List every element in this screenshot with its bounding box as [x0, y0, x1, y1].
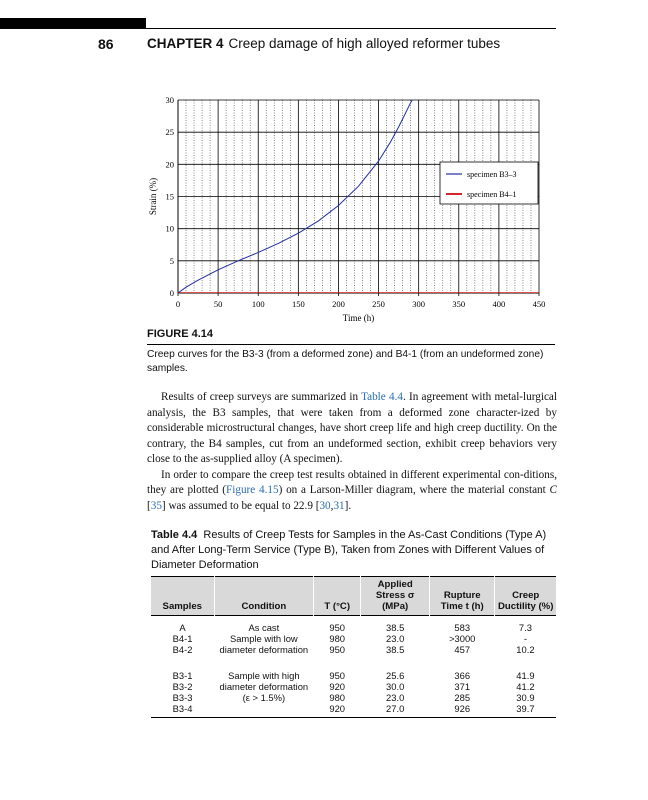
creep-chart — [135, 90, 555, 330]
table-row — [151, 616, 556, 634]
cell-stress: 23.0 — [386, 692, 405, 703]
ref-link-35[interactable]: 35 — [150, 499, 162, 512]
y-tick-label: 30 — [165, 95, 174, 105]
cell-ductility: 41.2 — [516, 681, 535, 692]
p1-text-a: Results of creep surveys are summarized in — [161, 391, 362, 403]
cell-stress: 23.0 — [386, 633, 405, 644]
table-header-row — [151, 577, 556, 616]
header-rule — [146, 28, 556, 29]
results-table-wrap — [151, 576, 556, 718]
x-tick-label: 100 — [251, 299, 265, 309]
y-tick-label: 20 — [165, 159, 174, 170]
paragraph-2 — [147, 468, 557, 515]
y-tick-label: 5 — [169, 255, 174, 266]
cell-temp: 950 — [329, 622, 346, 633]
paragraph-1 — [147, 390, 557, 468]
y-tick-label: 10 — [165, 223, 174, 234]
x-axis-label: Time (h) — [342, 313, 375, 323]
running-head — [147, 36, 500, 51]
cell-ductility: 10.2 — [516, 644, 535, 655]
x-tick-label: 400 — [492, 299, 506, 309]
y-tick-label: 25 — [165, 127, 174, 138]
p2-text-f: , — [330, 499, 334, 512]
cell-temp: 920 — [329, 681, 346, 692]
body-text — [147, 390, 557, 514]
cell-ductility: 39.7 — [516, 703, 535, 714]
p2-text-a: In order to compare the creep test results obtained in different experimental con-ditions, they are plotted ( — [147, 468, 557, 496]
table-row — [151, 644, 556, 670]
cell-stress: 25.6 — [386, 670, 405, 681]
table-row — [151, 633, 556, 644]
cell-ductility: 7.3 — [518, 622, 532, 633]
x-tick-label: 0 — [175, 299, 181, 309]
y-axis-label: Strain (%) — [148, 177, 158, 216]
cell-condition: Sample with low diameter deformation — [219, 633, 309, 655]
table-row — [151, 692, 556, 703]
cell-sample: B4-2 — [172, 644, 193, 655]
cell-stress: 30.0 — [386, 681, 405, 692]
x-tick-label: 50 — [213, 299, 223, 309]
cell-temp: 920 — [329, 703, 346, 714]
cell-stress: 38.5 — [386, 622, 405, 633]
figure-link[interactable]: Figure 4.15 — [226, 484, 279, 496]
cell-rupture: 285 — [454, 692, 471, 703]
x-tick-label: 450 — [532, 299, 546, 309]
cell-rupture: >3000 — [449, 633, 476, 644]
ref-link-31[interactable]: 31 — [333, 499, 345, 512]
cell-sample: B3-1 — [172, 670, 193, 681]
header-rupture: Rupture Time t (h) — [430, 577, 495, 616]
cell-stress: 27.0 — [386, 703, 405, 714]
cell-condition: Sample with high diameter deformation (ε > 1.5%) — [219, 670, 309, 703]
cell-rupture: 926 — [454, 703, 471, 714]
cell-stress: 38.5 — [386, 644, 405, 655]
header-condition: Condition — [214, 577, 314, 616]
cell-temp: 980 — [329, 633, 346, 644]
cell-ductility: 41.9 — [516, 670, 535, 681]
cell-sample: B3-2 — [172, 681, 193, 692]
cell-sample: B3-4 — [172, 703, 193, 714]
cell-condition: As cast — [248, 622, 280, 633]
cell-rupture: 366 — [454, 670, 471, 681]
table-row — [151, 681, 556, 692]
x-tick-label: 300 — [412, 299, 426, 309]
x-tick-label: 350 — [452, 299, 466, 309]
p1-text-b: . In agreement with metal-lurgical analysis, the B3 samples, that were taken from a deformed zone character-ized by considerable microstructural changes, have short creep life and high creep ductility. On the contrary, the B4 samples, cut from an undeformed section, exhibit creep behaviors very close to the as-supplied alloy (A specimen). — [147, 391, 557, 465]
cell-temp: 950 — [329, 644, 346, 655]
header-temperature: T (°C) — [314, 577, 361, 616]
ref-link-30[interactable]: 30 — [319, 499, 331, 512]
figure-caption: Creep curves for the B3-3 (from a deformed zone) and B4-1 (from an undeformed zone) samples. — [147, 349, 544, 374]
table-row — [151, 703, 556, 718]
series-line-b3-3 — [178, 94, 416, 293]
cell-ductility: 30.9 — [516, 692, 535, 703]
table-link[interactable]: Table 4.4 — [361, 391, 403, 403]
table-title — [151, 528, 556, 573]
cell-rupture: 583 — [454, 622, 471, 633]
x-tick-label: 250 — [372, 299, 385, 309]
cell-rupture: 457 — [454, 644, 471, 655]
cell-temp: 950 — [329, 670, 346, 681]
page-number: 86 — [98, 36, 114, 52]
header-samples: Samples — [151, 577, 214, 616]
legend-label: specimen B3–3 — [467, 170, 517, 179]
x-tick-label: 150 — [291, 299, 305, 309]
header-bar — [0, 18, 146, 29]
p2-text-d: [ — [147, 499, 151, 512]
chapter-label: CHAPTER 4 — [147, 36, 224, 51]
chapter-title: Creep damage of high alloyed reformer tubes — [228, 36, 501, 51]
cell-sample: A — [179, 622, 186, 633]
cell-rupture: 371 — [454, 681, 471, 692]
y-tick-label: 0 — [169, 288, 174, 298]
cell-temp: 980 — [329, 692, 346, 703]
p2-constant: C — [549, 484, 557, 496]
figure-label: FIGURE 4.14 — [147, 328, 214, 340]
cell-sample: B4-1 — [172, 633, 193, 644]
table-title-text: Results of Creep Tests for Samples in the As-Cast Conditions (Type A) and After Long-Term Service (Type B), Taken from Zones with Different Values of Diameter Deformation — [151, 529, 547, 571]
cell-sample: B3-3 — [172, 692, 193, 703]
figure-rule — [147, 344, 555, 345]
results-table — [151, 576, 556, 718]
header-ductility: Creep Ductility (%) — [495, 577, 556, 616]
p2-text-e: ] was assumed to be equal to 22.9 [ — [161, 499, 320, 512]
y-tick-label: 15 — [165, 191, 174, 202]
table-label: Table 4.4 — [151, 529, 198, 541]
p2-text-g: ]. — [344, 499, 352, 512]
table-row — [151, 670, 556, 681]
header-stress: Applied Stress σ (MPa) — [361, 577, 430, 616]
p2-text-b: ) on a Larson-Miller diagram, where the material constant — [278, 484, 550, 496]
cell-ductility: - — [523, 633, 527, 644]
legend-label: specimen B4–1 — [467, 190, 517, 199]
x-tick-label: 200 — [332, 299, 345, 309]
